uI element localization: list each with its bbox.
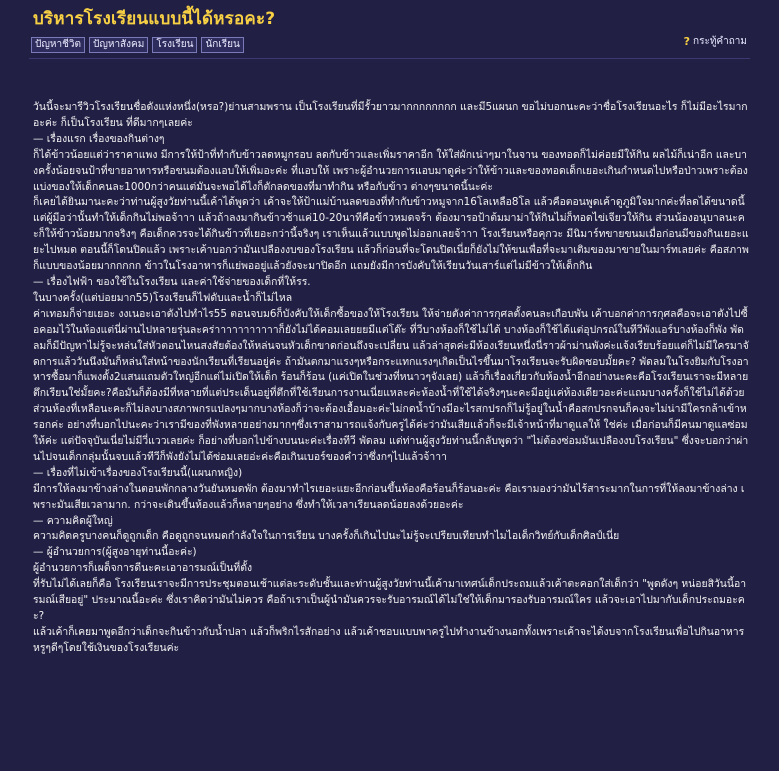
topic-type-label: กระทู้คำถาม xyxy=(693,36,747,47)
section-heading-adults: — ความคิดผู้ใหญ่ xyxy=(33,514,113,527)
paragraph-food-1: ก็ได้ข้าวน้อยแต่ว่าราคาแพง มีการให้ป้าที่ทำกับข้าวลดหมูกรอบ ลดกับข้าวและเพิ่มราคาอีก ให้ใส่ผักเน่าๆมาในจาน ของทอดก็ไม่ค่อยมีให้กิน ผลไม้ก็เน่าอีก และบางครั้งน้อยจนป้าที่ขายอาหารหรือขนมต้องแอบให้เพิ่มอะค่ะ ที่แอบให้ เพราะผู้อำนวยการแอบมาดูค่ะว่าให้ข้าวและของทอดเด็กเยอะเกินกำหนดไปหรือป่าวเพราะต้องแบ่งของให้เด็กคนละ1000กว่าคนแต่มันจะพอได้ไงก็ตักลดของที่มาทำกิน หรือกับข้าว ต่างๆขนาดนี้นะค่ะ xyxy=(33,148,748,193)
tag-list xyxy=(31,37,244,53)
question-icon: ? xyxy=(683,35,691,48)
section-heading-food: — เรื่องแรก เรื่องของกินต่างๆ xyxy=(33,132,165,145)
paragraph-intro: วันนี้จะมารีวิวโรงเรียนชื่อดังแห่งหนึ่ง(หรอ?)ย่านสามพราน เป็นโรงเรียนที่มีรั้วยาวมากกกกกกกก และมี5แผนก ขอไม่บอกนะคะว่าชื่อโรงเรียนอะไร ก็ไม่มีอะไรมากอะค่ะ ก็เป็นโรงเรียน ที่ดีมากๆเลยค่ะ xyxy=(33,101,748,129)
section-heading-girls-dept: — เรื่องที่ไม่เข้าเรื่องของโรงเรียนนี้(แผนกหญิง) xyxy=(33,466,243,479)
paragraph-director-3: แล้วเค้าก็เคยมาพูดอีกว่าเด็กจะกินข้าวกับน้ำปลา แล้วก็พริกไรสักอย่าง แล้วเค้าชอบแบบพาครูไปทำงานข้างนอกทั้งเพราะเค้าจะได้งบจากโรงเรียนเพื่อไปกินอาหารหรูๆดีๆโดยใช้เงินของโรงเรียนค่ะ xyxy=(33,625,745,654)
tag-school[interactable]: โรงเรียน xyxy=(152,37,197,53)
tag-life-problems[interactable]: ปัญหาชีวิต xyxy=(31,37,85,53)
paragraph-electricity-2: ค่าเทอมก็จ่ายเยอะ งงเนอะเอาตังไปทำไร55 ตอนจบม6ก็บังคับให้เด็กซื้อของให้โรงเรียน ให้จ่ายตังค่าการกุศลตั้งคนละเกือบพัน เค้าบอกค่าการกุศลคือจะเอาตังไปซื้อคอมไว้ในห้องแต่นี่ผ่านไปหลายรุ่นละคร่าาาาาาาาาาาก็ยังไม่ได้คอมเลยยยมีแต่โต๊ะ ที่วีบางห้องก็ใช้ไม่ได้ บางห้องก็ใช้ได้แต่อุปกรณ์ในทีวีพังแอร์บางห้องก็พัง พัดลมก็มีปัญหาไม่รู้จะหล่นใส่หัวตอนไหนสงสัยต้องให้หล่นจนหัวเด็กขาดก่อนถึงจะเปลี่ยน แล้วล่าสุดค่ะมีห้องเรียนหนึ่งนี่ราวผ้าม่านพังค่ะแจ้งเรียบร้อยแต่ก็ไม่มีใครมาจัดการแล้ววันนึงมันก็หล่นใส่หน้าของนักเรียนที่เรียนอยู่ค่ะ ถ้ามันตกมาแรงๆหรือกระแทกแรงๆเกิดเป็นไรขึ้นมาโรงเรียนจะรับผิดชอบมั้ยคะ? พัดลมในโรงยิมกับโรงอาหารซื้อมาก็แพงตั้ง2แสนแถมตัวใหญ่อีกแต่ไม่เปิดให้เด็ก ร้อนก็ร้อน (แค่เปิดในช่วงที่หนาวๆจังเลย) แล้วก็เรื่องเกี่ยวกับห้องน้ำอีกอย่างนะคะคือโรงเรียนเราจะมีหลายตึกเรียนใช่มั้ยคะ?คือมันก็ต้องมีที่หลายที่แต่ประเด็นอยู่ที่ตึกที่ใช้เรียนการงานเนี่ยแหละค่ะห้องน้ำที่ใช้ได้จริงๆนะคะมีอยู่แค่ห้องเดียวอะค่ะแถมบางครั้งก็ใช้ไม่ได้ด้วยส่วนห้องที่เหลือนะคะก็ไม่ลงบางสภาพกรแปลงๆมากบางห้องก็ว่าจะต้องเอื้อมอะค่ะไม่กดน้ำบ้างมีอะไรสกปรกก็ไม่รู้อยู่ในน้ำคือสกปรกจนก็คงจะไม่น่ามีใครกล้าเข้าหรอกค่ะ อย่างที่บอกไปนะคะว่าเรามีของที่พังหลายอย่างมากๆซึ่งเราสามารถแจ้งกับครูได้ค่ะว่ามันเสียแล้วก็จะมีเจ้าหน้าที่มาดูแลให้ ใช่ค่ะ เมื่อก่อนก็มีคนมาดูแลซ่อมให้ค่ะ แต่ปัจจุบันเนี่ยไม่มีวี่แววเลยค่ะ ก็อย่างที่บอกไปข้างบนนะค่ะเรื่องทีวี พัดลม แต่ท่านผู้สูงวัยท่านนี้กลับพูดว่า "ไม่ต้องซ่อมมันเปลืองงบโรงเรียน" ซึ่งจะบอกว่าผ่านไปจนเด็กกลุ่มนั้นจบแล้วทีวีก็พังยังไม่ได้ซ่อมเลยอ่ะค่ะคือเกินเบอร์ของคำว่าซึ่งกๆไปแล้วจ้าาา xyxy=(33,307,749,463)
topic-header xyxy=(0,0,779,92)
section-heading-electricity: — เรื่องไฟฟ้า ของใช้ในโรงเรียน และค่าใช้จ่ายของเด็กที่ให้รร. xyxy=(33,275,311,288)
topic-title: บริหารโรงเรียนแบบนี้ได้หรอคะ? xyxy=(33,9,276,29)
tag-student[interactable]: นักเรียน xyxy=(201,37,243,53)
paragraph-food-2: ก็เคยได้ยินมานะคะว่าท่านผู้สูงวัยท่านนี้เค้าได้พูดว่า เค้าจะให้ป้าแม่บ้านลดของที่ทำกับข้าวหมูจาก16โลเหลือ8โล แล้วคือตอนพูดเค้าดูภูมิใจมากค่ะที่ลดได้ขนาดนี้ แต่ผู้มีอว่านั้นทำให้เด็กกินไม่พอจ้าาา แล้วถ้าลงมากินข้าวช้าแค่10-20นาทีคือข้าวหมดจร้า ต้องมารอป้าต้มมาม่าให้กินไม่ก็ทอดไข่เจียวให้กิน ส่วนน้องอนุบาลนะคะก็ให้ข้าวน้อยมากจริงๆ คือเด็กควรจะได้กินข้าวที่เยอะกว่านี้จริงๆ เราเห็นแล้วแบบพูดไม่ออกเลยจ้าาา โรงเรียนหรือคุกวะ มีนิมาร์ทขายขนมเมื่อก่อนมีของกินเยอะแยะไปหมด ตอนนี้ก็โดนปิดแล้ว เพราะเค้าบอกว่ามันเปลืองงบของโรงเรียน แล้วก็ก่อนที่จะโดนปิดเนี่ยก็ยังไม่ให้ขนเพื่อที่จะมาเติมของมาขายในมาร์ทเลยค่ะ คือสภาพก็แบบของน้อยมากกกกก ข้าวในโรงอาหารก็แย่พออยู่แล้วยังจะมาปิดอีก แถมยังมีการบังคับให้เรียนวันเสาร์แต่ไม่มีข้าวให้เด็กกิน xyxy=(33,196,749,273)
tag-social-problems[interactable]: ปัญหาสังคม xyxy=(89,37,148,53)
paragraph-director-2: ที่รับไม่ได้เลยก็คือ โรงเรียนเราจะมีการประชุมตอนเช้าแต่ละระดับชั้นและท่านผู้สูงวัยท่านนี้เค้ามาเทศน์เด็กประถมแล้วเค้าตะคอกใส่เด็กว่า "พูดดังๆ หน่อยสิวันนี้อารมณ์เสียอยู่" ประมาณนี้อะค่ะ ซึ่งเราคิดว่ามันไม่ควร คือถ้าเราเป็นผู้นำมันควรจะรับอารมณ์ได้ไม่ใช่ให้เด็กมารองรับอารมณ์ใคร แล้วจะเอาไปมากับเด็กประถมอะคะ? xyxy=(33,578,747,622)
paragraph-adults: ความคิดครูบางคนก็ดูถูกเด็ก คือดูถูกจนหมดกำลังใจในการเรียน บางครั้งก็เกินไปนะไม่รู้จะเปรียบเทียบทำไมไอเด็กวิทย์กับเด็กศิลป์เนี่ย xyxy=(33,530,620,543)
paragraph-electricity-1: ในบางครั้ง(แต่บ่อยมาก55)โรงเรียนก็ไฟดับและน้ำก็ไม่ไหล xyxy=(33,291,293,304)
paragraph-director-1: ผู้อำนวยการก็เผด็จการดีนะคะเอาอารมณ์เป็นที่ตั้ง xyxy=(33,562,253,575)
post-body xyxy=(33,100,749,657)
header-divider xyxy=(29,58,750,59)
paragraph-girls-dept: มีการให้ลงมาข้างล่างในตอนพักกลางวันยันหมดพัก ต้องมาทำไรเยอะแยะอีกก่อนขึ้นห้องคือร้อนก็ร้อนอะค่ะ คือเรามองว่ามันไร้สาระมากในการที่ให้ลงมาข้างล่าง เพราะมันเสียเวลามาก. กว่าจะเดินขึ้นห้องแล้วก็หลายๆอย่าง ซึ่งทำให้เวลาเรียนลดน้อยลงด้วยอะค่ะ xyxy=(33,482,745,511)
section-heading-director: — ผู้อำนวยการ(ผู้สูงอายุท่านนี้อะค่ะ) xyxy=(33,546,197,559)
topic-type-link[interactable] xyxy=(684,34,747,49)
